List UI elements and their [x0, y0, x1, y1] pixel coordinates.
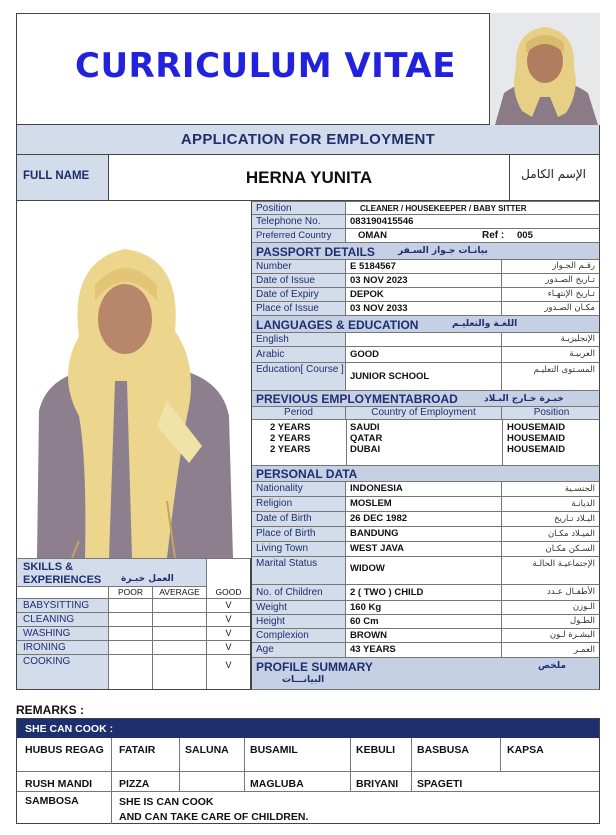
employment-title-ar: خبـرة خـارج البـلاد [484, 394, 564, 404]
personal-row [251, 601, 600, 615]
food-item: BUSAMIL [250, 744, 298, 756]
skills-table [16, 558, 251, 690]
weight-value: 160 Kg [346, 601, 502, 614]
personal-row [251, 527, 600, 542]
skill-good-mark: V [225, 600, 232, 610]
full-name-label: FULL NAME [23, 170, 90, 182]
personal-row [251, 585, 600, 601]
full-name-label-cell [17, 155, 109, 200]
personal-row [251, 615, 600, 629]
age-value: 43 YEARS [346, 643, 502, 657]
food-item: RUSH MANDI [25, 778, 93, 790]
food-item: BRIYANI [356, 778, 399, 790]
nationality-label: Nationality [252, 482, 346, 496]
employment-position: HOUSEMAID [507, 444, 566, 455]
food-item: SPAGETI [417, 778, 463, 790]
marital-status-ar: الإجتماعيـة الحالـة [532, 559, 595, 569]
children-value: 2 ( TWO ) CHILD [346, 585, 502, 600]
skill-row [17, 599, 250, 613]
language-row [251, 347, 600, 363]
position-row [251, 201, 600, 215]
preferred-country-value: OMAN [358, 230, 388, 241]
skill-row [17, 641, 250, 655]
food-item: BASBUSA [417, 744, 469, 756]
passport-row [251, 274, 600, 288]
languages-section-header [251, 316, 600, 333]
personal-row [251, 512, 600, 527]
food-item: PIZZA [119, 778, 150, 790]
date-of-expiry-label: Date of Expiry [252, 288, 346, 301]
personal-section-header [251, 466, 600, 482]
skill-name: COOKING [17, 655, 109, 689]
date-of-birth-value: 26 DEC 1982 [346, 512, 502, 526]
passport-number-value: E 5184567 [346, 260, 502, 273]
skill-name: WASHING [17, 627, 109, 640]
employment-country: SAUDI [350, 422, 380, 433]
arabic-ar: العربيـة [569, 349, 595, 359]
cook-title: SHE CAN COOK : [25, 723, 114, 735]
nationality-value: INDONESIA [346, 482, 502, 496]
profile-summary-title-ar: ملخص [538, 661, 567, 671]
personal-row [251, 557, 600, 585]
position-value: CLEANER / HOUSEKEEPER / BABY SITTER [360, 204, 527, 213]
employment-position: HOUSEMAID [507, 433, 566, 444]
remarks-note: SHE IS CAN COOK AND CAN TAKE CARE OF CHILDREN. [119, 796, 309, 823]
education-label: Education[ Course ] [252, 363, 346, 390]
skill-good-mark: V [225, 628, 232, 638]
children-ar: الأطفـال عـدد [546, 587, 595, 597]
food-item: KAPSA [507, 744, 544, 756]
full-name-row [16, 155, 600, 201]
header-photo-portrait [490, 13, 600, 125]
food-item: KEBULI [356, 744, 396, 756]
skill-row [17, 627, 250, 641]
education-row [251, 363, 600, 391]
skills-column-header [17, 587, 250, 599]
english-value [346, 333, 502, 346]
skills-header [17, 559, 207, 587]
living-town-ar: السـكن مكـان [545, 544, 595, 554]
application-bar [16, 125, 600, 155]
religion-ar: الديانـة [571, 499, 595, 509]
employment-period: 2 YEARS [270, 422, 311, 433]
skill-name: IRONING [17, 641, 109, 654]
personal-row [251, 643, 600, 658]
remarks-label: REMARKS : [16, 703, 84, 717]
place-of-birth-ar: الميـلاد مكـان [547, 529, 595, 539]
candidate-portrait [17, 201, 251, 558]
personal-row [251, 629, 600, 643]
weight-label: Weight [252, 601, 346, 614]
passport-row [251, 302, 600, 316]
place-of-issue-value: 03 NOV 2033 [346, 302, 502, 315]
position-label: Position [252, 202, 346, 214]
employment-country: QATAR [350, 433, 383, 444]
personal-title: PERSONAL DATA [256, 467, 358, 481]
poor-column: POOR [109, 587, 153, 598]
age-ar: العمـر [573, 645, 595, 655]
profile-summary-title-ar2: البيانـــات [282, 675, 325, 685]
employment-period: 2 YEARS [270, 433, 311, 444]
cv-title: CURRICULUM VITAE [75, 46, 456, 86]
skill-name: BABYSITTING [17, 599, 109, 612]
skills-title-ar: العمل خبـرة [121, 574, 174, 584]
candidate-photo [16, 201, 251, 558]
profile-summary-title: PROFILE SUMMARY [256, 660, 373, 674]
english-label: English [252, 333, 346, 346]
good-column: GOOD [215, 587, 242, 597]
living-town-label: Living Town [252, 542, 346, 556]
date-of-birth-label: Date of Birth [252, 512, 346, 526]
passport-title: PASSPORT DETAILS [256, 245, 375, 259]
skill-good-mark: V [225, 614, 232, 624]
food-item: SAMBOSA [25, 795, 79, 807]
personal-row [251, 482, 600, 497]
complexion-value: BROWN [346, 629, 502, 642]
complexion-ar: البشـرة لـون [549, 630, 595, 640]
place-of-issue-ar: مكـان الصـدور [544, 303, 595, 313]
profile-summary-header [251, 658, 600, 690]
marital-status-value: WIDOW [346, 557, 502, 584]
skill-good-mark: V [225, 642, 232, 652]
language-row [251, 333, 600, 347]
languages-title: LANGUAGES & EDUCATION [256, 318, 419, 332]
position-column: Position [533, 407, 570, 418]
skill-row [17, 613, 250, 627]
passport-number-label: Number [252, 260, 346, 273]
header-photo [489, 13, 600, 125]
place-of-birth-value: BANDUNG [346, 527, 502, 541]
employment-body [251, 420, 600, 466]
age-label: Age [252, 643, 346, 657]
skill-name: CLEANING [17, 613, 109, 626]
date-of-issue-value: 03 NOV 2023 [346, 274, 502, 287]
place-of-issue-label: Place of Issue [252, 302, 346, 315]
religion-label: Religion [252, 497, 346, 511]
passport-title-ar: بيانـات جـواز السـفر [398, 246, 488, 256]
skill-good-mark: V [225, 660, 232, 670]
food-item: SALUNA [185, 744, 229, 756]
complexion-label: Complexion [252, 629, 346, 642]
period-column: Period [252, 407, 346, 419]
children-label: No. of Children [252, 585, 346, 600]
telephone-value: 083190415546 [350, 216, 414, 227]
height-label: Height [252, 615, 346, 628]
country-column: Country of Employment [346, 407, 502, 419]
personal-row [251, 542, 600, 557]
personal-row [251, 497, 600, 512]
skills-title: SKILLS & EXPERIENCES [23, 561, 102, 586]
place-of-birth-label: Place of Birth [252, 527, 346, 541]
education-value: JUNIOR SCHOOL [346, 363, 502, 390]
ref-label: Ref : [482, 230, 505, 241]
employment-section-header [251, 391, 600, 407]
languages-title-ar: اللغـة والتعليـم [452, 319, 518, 329]
telephone-row [251, 215, 600, 229]
full-name-label-ar: الإسم الكامل [509, 155, 600, 200]
height-ar: الطـول [570, 616, 595, 626]
employment-title: PREVIOUS EMPLOYMENTABROAD [256, 392, 458, 406]
living-town-value: WEST JAVA [346, 542, 502, 556]
ref-value: 005 [517, 230, 533, 241]
nationality-ar: الجنسـية [564, 484, 595, 494]
education-ar: المسـتوى التعليـم [533, 365, 595, 375]
date-of-issue-label: Date of Issue [252, 274, 346, 287]
preferred-country-row [251, 229, 600, 243]
employment-country: DUBAI [350, 444, 381, 455]
skill-row [17, 655, 250, 689]
employment-position: HOUSEMAID [507, 422, 566, 433]
marital-status-label: Marital Status [252, 557, 346, 584]
employment-period: 2 YEARS [270, 444, 311, 455]
telephone-label: Telephone No. [252, 215, 346, 228]
preferred-country-label: Preferred Country [252, 229, 346, 242]
date-of-birth-ar: البـلاد تـاريخ [554, 514, 595, 524]
arabic-label: Arabic [252, 347, 346, 362]
application-title: APPLICATION FOR EMPLOYMENT [180, 131, 436, 148]
religion-value: MOSLEM [346, 497, 502, 511]
full-name-value: HERNA YUNITA [245, 168, 373, 187]
remarks-box [16, 718, 600, 824]
food-item: MAGLUBA [250, 778, 304, 790]
date-of-expiry-value: DEPOK [346, 288, 502, 301]
passport-row [251, 260, 600, 274]
weight-ar: الـوزن [572, 602, 595, 612]
average-column: AVERAGE [153, 587, 207, 598]
english-ar: الإنجليزيـة [560, 334, 595, 344]
date-of-issue-ar: تـاريخ الصـدور [545, 275, 595, 285]
food-item: HUBUS REGAG [25, 744, 104, 756]
height-value: 60 Cm [346, 615, 502, 628]
cook-bar [17, 719, 599, 738]
passport-section-header [251, 243, 600, 260]
arabic-value: GOOD [346, 347, 502, 362]
passport-row [251, 288, 600, 302]
food-item: FATAIR [119, 744, 156, 756]
date-of-expiry-ar: تـاريخ الإنتهـاء [547, 289, 595, 299]
employment-columns [251, 407, 600, 420]
passport-number-ar: رقـم الجـواز [552, 261, 595, 271]
